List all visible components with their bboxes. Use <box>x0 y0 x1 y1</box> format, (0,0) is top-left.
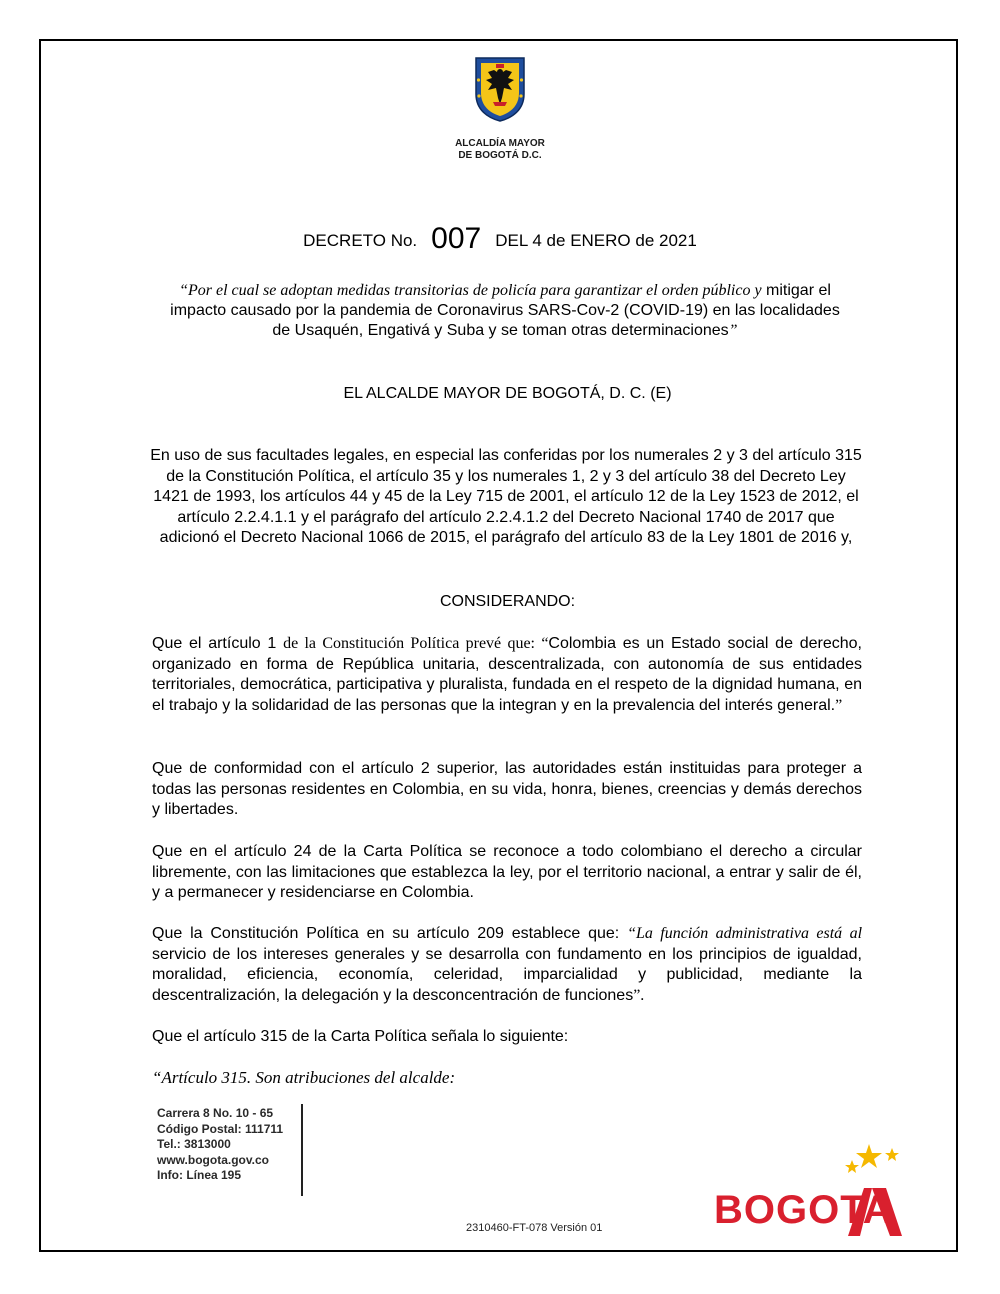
footer-contact <box>157 1106 283 1184</box>
paragraph-article-1 <box>152 634 862 716</box>
p1-text-c: Colombia es un Estado social de derecho, organizado en forma de República unitaria, descentralizada, con autonomía de sus entidades territoriales, democrática, participativa y pluralista, fundada en el respeto de la dignidad humana, en el trabajo y la solidaridad de las personas que la integran y en la prevalencia del interés general. <box>152 635 863 714</box>
subtitle-part-1: “Por el cual se adoptan medidas transitorias de policía para garantizar el orden público y <box>179 282 762 299</box>
decree-date: DEL 4 de ENERO de 2021 <box>495 231 697 250</box>
paragraph-article-2: Que de conformidad con el artículo 2 superior, las autoridades están instituidas para proteger a todas las personas residentes en Colombia, en su vida, honra, bienes, creencias y demás derechos y libertades. <box>152 760 862 818</box>
form-code: 2310460-FT-078 Versión 01 <box>466 1222 603 1234</box>
issuing-authority: EL ALCALDE MAYOR DE BOGOTÁ, D. C. (E) <box>343 385 672 402</box>
preamble: En uso de sus facultades legales, en especial las conferidas por los numerales 2 y 3 del artículo 315 de la Constitución Política, el artículo 35 y los numerales 1, 2 y 3 del artículo 38 del Decreto Ley 1421 de 1993, los artículos 44 y 45 de la Ley 715 de 2001, el artículo 12 de la Ley 1523 de 2012, el artículo 2.2.4.1.1 y el parágrafo del artículo 2.2.4.1.2 del Decreto Nacional 1740 de 2017 que adicionó el Decreto Nacional 1066 de 2015, el parágrafo del artículo 83 de la Ley 1801 de 2016 y, <box>150 447 862 546</box>
p4-text-d: ”. <box>633 986 645 1004</box>
institution-line-2: DE BOGOTÁ D.C. <box>458 150 542 161</box>
p4-text-b: “La función administrativa está al <box>627 925 863 942</box>
considerando-heading: CONSIDERANDO: <box>439 593 576 610</box>
decree-title <box>100 222 900 256</box>
footer-address: Carrera 8 No. 10 - 65 <box>157 1106 274 1120</box>
decree-subtitle <box>160 281 850 341</box>
paragraph-article-209 <box>152 924 862 1006</box>
institution-line-1: ALCALDÍA MAYOR <box>455 138 545 149</box>
p4-text-c: servicio de los intereses generales y se desarrolla con fundamento en los principios de igualdad, moralidad, eficiencia, economía, celeridad, imparcialidad y publicidad, mediante la descentralización, la delegación y la desconcentración de funciones <box>152 945 862 1004</box>
subtitle-part-3: ” <box>728 322 738 339</box>
bogota-coat-of-arms-icon <box>474 56 526 122</box>
bogota-logo-text: BOGOTA <box>714 1188 893 1232</box>
decree-number: 007 <box>431 222 482 255</box>
footer-divider <box>301 1104 303 1196</box>
decree-prefix: DECRETO No. <box>303 231 418 250</box>
p1-text-d: ” <box>835 696 843 714</box>
paragraph-article-24: Que en el artículo 24 de la Carta Política se reconoce a todo colombiano el derecho a circular libremente, con las limitaciones que establezca la ley, por el territorio nacional, a entrar y salir de él, y a permanecer y residenciarse en Colombia. <box>152 843 862 901</box>
p1-text-a: Que el artículo 1 <box>152 635 284 652</box>
paragraph-article-315: Que el artículo 315 de la Carta Política señala lo siguiente: <box>152 1028 569 1045</box>
bogota-logo <box>714 1144 904 1240</box>
footer-website: www.bogota.gov.co <box>157 1152 269 1167</box>
subtitle-part-2: mitigar el impacto causado por la pandemia de Coronavirus SARS-Cov-2 (COVID-19) en las localidades de Usaquén, Engativá y Suba y se toman otras determinaciones <box>170 282 840 339</box>
quote-article-315: “Artículo 315. Son atribuciones del alcalde: <box>152 1068 456 1087</box>
p4-text-a: Que la Constitución Política en su artículo 209 establece que: <box>152 925 628 942</box>
footer-info-line: Info: Línea 195 <box>157 1168 242 1182</box>
p1-text-b: de la Constitución Política prevé que: “ <box>283 635 549 652</box>
footer-phone: Tel.: 3813000 <box>157 1137 231 1151</box>
institution-name <box>400 138 600 162</box>
footer-postal-code: Código Postal: 111711 <box>157 1121 284 1136</box>
